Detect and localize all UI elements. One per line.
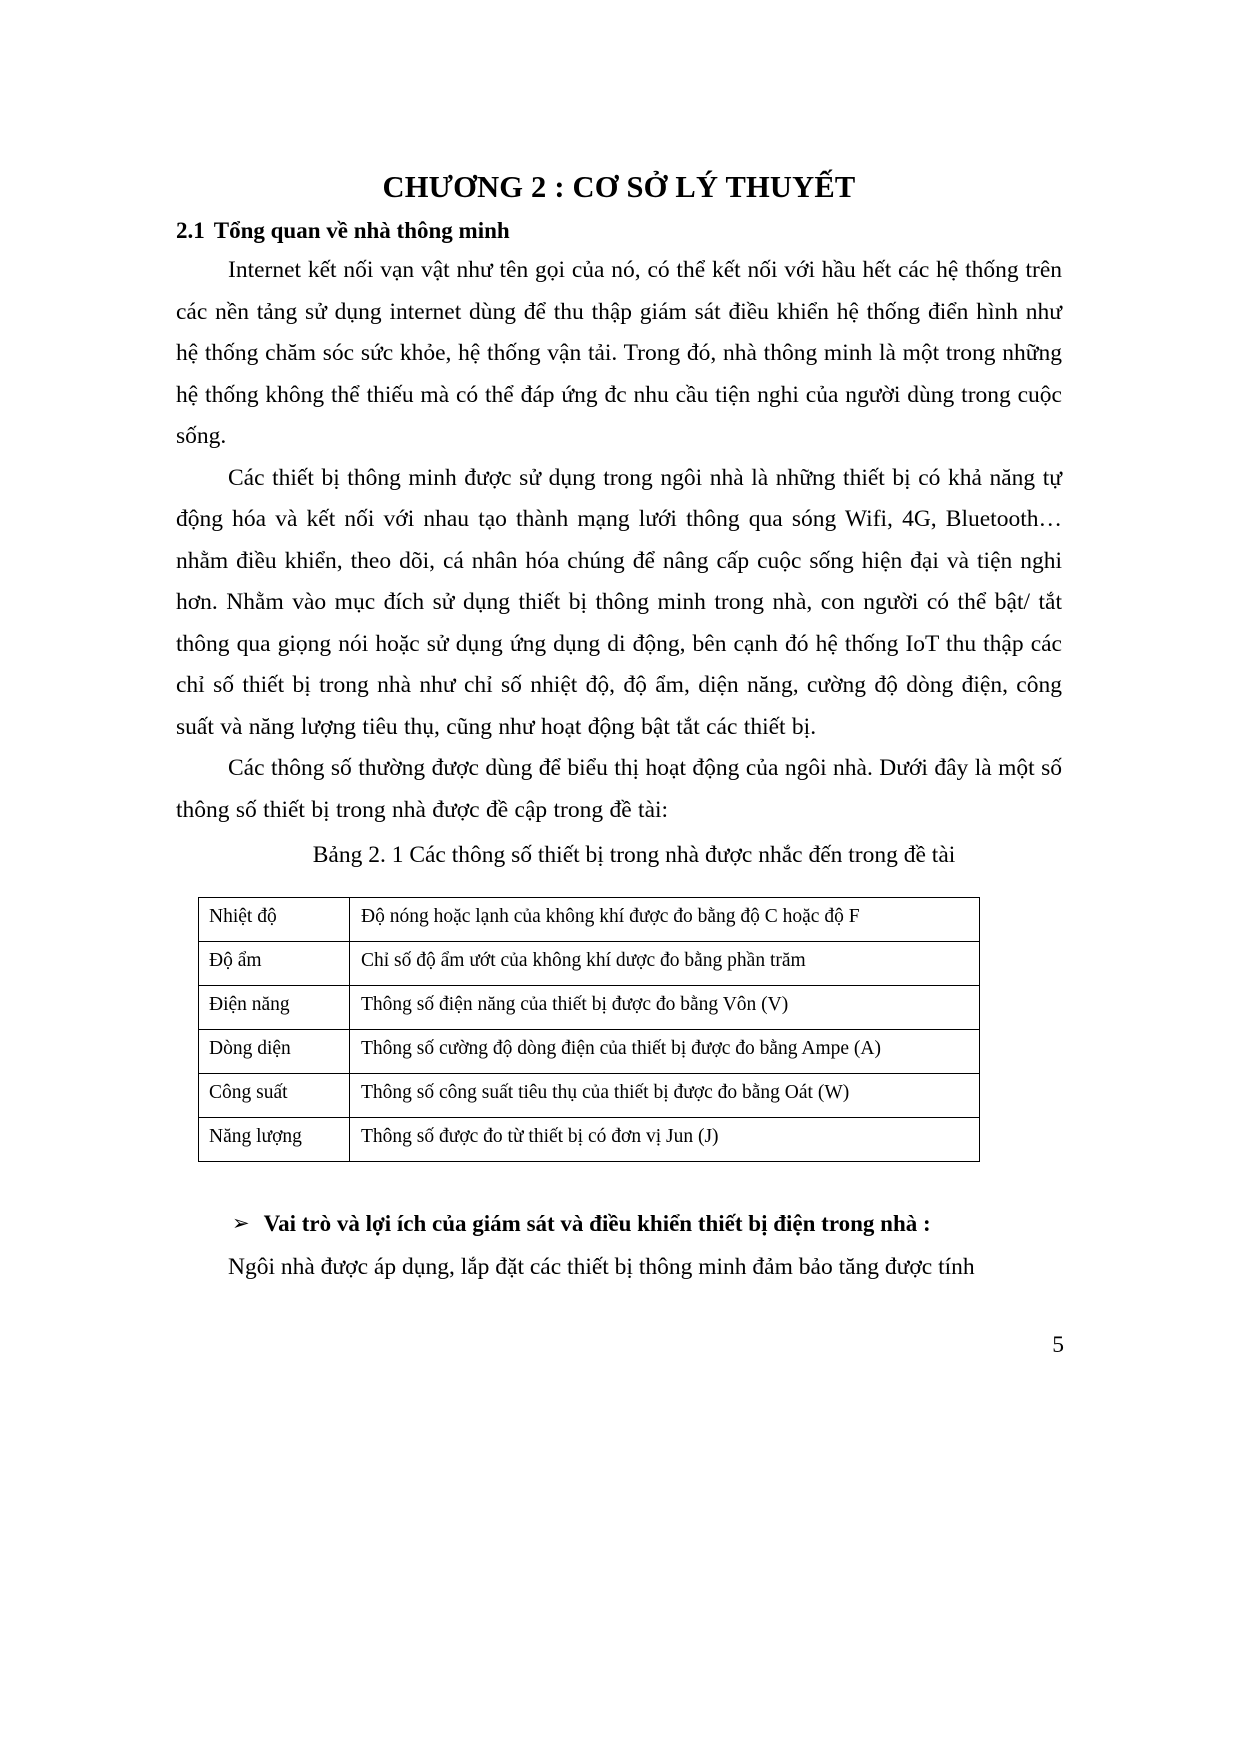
- closing-paragraph: Ngôi nhà được áp dụng, lắp đặt các thiết bị thông minh đảm bảo tăng được tính: [228, 1253, 975, 1280]
- arrow-bullet-icon: ➢: [232, 1210, 250, 1235]
- table-row: [199, 1117, 980, 1161]
- table-row: [199, 941, 980, 985]
- paragraph-1: Internet kết nối vạn vật như tên gọi của nó, có thể kết nối với hầu hết các hệ thống trên các nền tảng sử dụng internet dùng để thu thập giám sát điều khiển hệ thống điển hình như hệ thống chăm sóc sức khỏe, hệ thống vận tải. Trong đó, nhà thông minh là một trong những hệ thống không thể thiếu mà có thể đáp ứng đc nhu cầu tiện nghi của người dùng trong cuộc sống.: [176, 257, 1062, 450]
- page-content: [176, 168, 1062, 1288]
- paragraph-2: Các thiết bị thông minh được sử dụng trong ngôi nhà là những thiết bị có khả năng tự động hóa và kết nối với nhau tạo thành mạng lưới thông qua sóng Wifi, 4G, Bluetooth… nhằm điều khiển, theo dõi, cá nhân hóa chúng để nâng cấp cuộc sống hiện đại và tiện nghi hơn. Nhằm vào mục đích sử dụng thiết bị thông minh trong nhà, con người có thể bật/ tắt thông qua giọng nói hoặc sử dụng ứng dụng di động, bên cạnh đó hệ thống IoT thu thập các chỉ số thiết bị trong nhà như chỉ số nhiệt độ, độ ẩm, diện năng, cường độ dòng điện, công suất và năng lượng tiêu thụ, cũng như hoạt động bật tắt các thiết bị.: [176, 464, 1062, 740]
- section-heading: [176, 216, 1062, 246]
- paragraph-3: Các thông số thường được dùng để biểu thị hoạt động của ngôi nhà. Dưới đây là một số thông số thiết bị trong nhà được đề cập trong đề tài:: [176, 755, 1062, 823]
- table-cell-key: Công suất: [199, 1073, 350, 1117]
- section-title-text: Tổng quan về nhà thông minh: [213, 218, 510, 244]
- table-cell-key: Nhiệt độ: [199, 897, 350, 941]
- parameters-table: [198, 897, 980, 1162]
- bullet-heading-text: Vai trò và lợi ích của giám sát và điều khiển thiết bị điện trong nhà :: [263, 1210, 931, 1236]
- table-row: [199, 985, 980, 1029]
- table-cell-key: Điện năng: [199, 985, 350, 1029]
- page-number: 5: [1052, 1332, 1064, 1358]
- table-cell-value: Chỉ số độ ẩm ướt của không khí dược đo bằng phần trăm: [350, 941, 980, 985]
- table-caption: Bảng 2. 1 Các thông số thiết bị trong nhà được nhắc đến trong đề tài: [312, 842, 956, 869]
- table-cell-key: Dòng diện: [199, 1029, 350, 1073]
- table-row: [199, 1029, 980, 1073]
- chapter-title: CHƯƠNG 2 : CƠ SỞ LÝ THUYẾT: [382, 170, 856, 204]
- table-cell-key: Độ ẩm: [199, 941, 350, 985]
- table-cell-value: Độ nóng hoặc lạnh của không khí được đo bằng độ C hoặc độ F: [350, 897, 980, 941]
- table-cell-value: Thông số công suất tiêu thụ của thiết bị được đo bằng Oát (W): [350, 1073, 980, 1117]
- table-cell-value: Thông số cường độ dòng điện của thiết bị được đo bằng Ampe (A): [350, 1029, 980, 1073]
- table-row: [199, 897, 980, 941]
- bullet-heading: [176, 1208, 1062, 1239]
- section-number: 2.1: [176, 218, 205, 244]
- table-cell-key: Năng lượng: [199, 1117, 350, 1161]
- table-row: [199, 1073, 980, 1117]
- table-cell-value: Thông số được đo từ thiết bị có đơn vị Jun (J): [350, 1117, 980, 1161]
- table-cell-value: Thông số điện năng của thiết bị được đo bằng Vôn (V): [350, 985, 980, 1029]
